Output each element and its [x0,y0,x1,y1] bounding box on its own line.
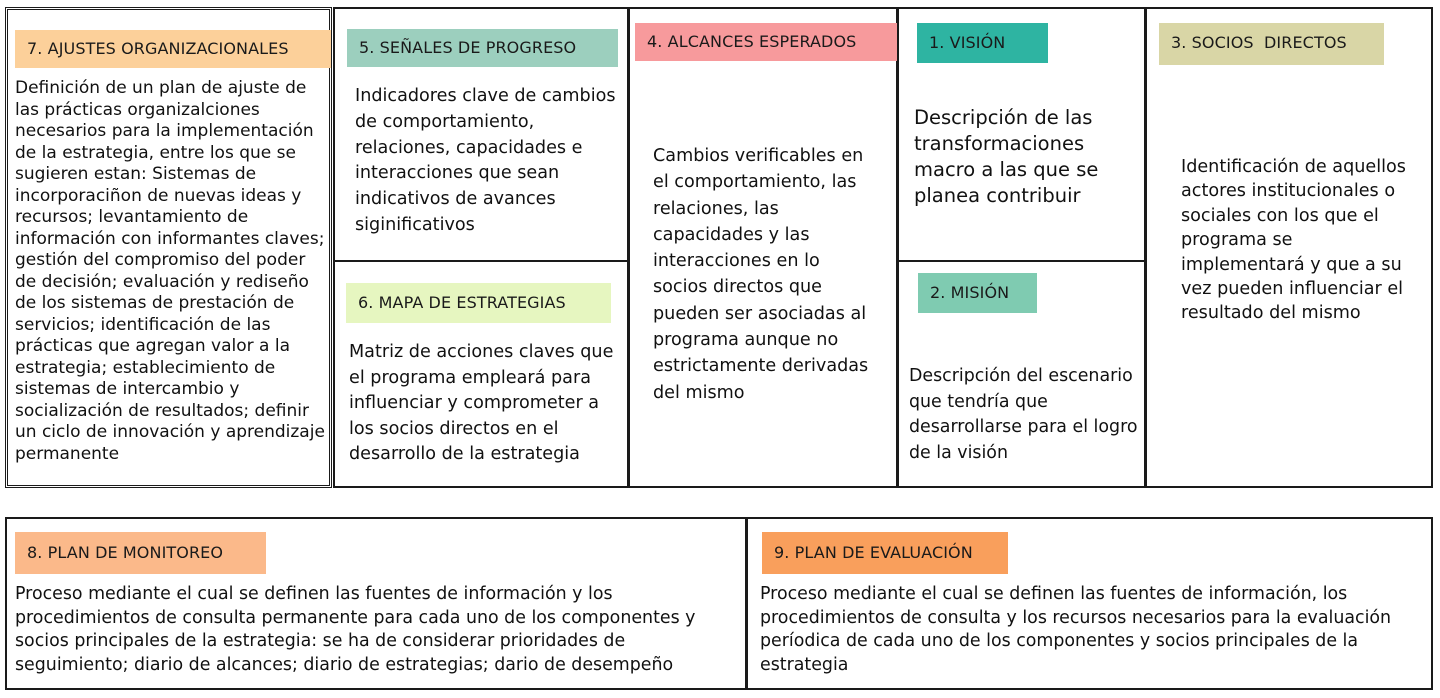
block-title: 7. AJUSTES ORGANIZACIONALES [15,30,331,68]
block-ajustes-organizacionales [5,7,332,488]
block-title: 5. SEÑALES DE PROGRESO [347,29,618,67]
block-title: 3. SOCIOS DIRECTOS [1159,23,1384,65]
block-description: Descripción de las transformaciones macro a las que se planea contribuir [914,106,1099,207]
block-title: 6. MAPA DE ESTRATEGIAS [346,283,611,323]
block-title: 2. MISIÓN [918,273,1037,313]
block-description: Proceso mediante el cual se definen las fuentes de información y los procedimientos de consulta permanente para cada uno de los componentes y socios principales de la estrategia: se ha de considerar prioridades de seguimiento; diario de alcances; diario de estrategias; dario de desempeño [15,584,696,675]
block-plan-de-evaluacion [746,517,1433,690]
block-description: Definición de un plan de ajuste de las prácticas organizalciones necesarios para la implementación de la estrategia, entre los que se sugieren estan: Sistemas de incorporaciñon de nuevas ideas y recursos; levantamiento de información con informantes claves; gestión del compromiso del poder de decisión; evaluación y rediseño de los sistemas de prestación de servicios; identificación de las prácticas que agregan valor a la estrategia; establecimiento de sistemas de intercambio y socialización de resultados; definir un ciclo de innovación y aprendizaje permanente [15,78,325,464]
block-plan-de-monitoreo [5,517,747,690]
block-vision [897,7,1146,262]
block-mapa-de-estrategias [333,260,629,488]
block-description: Descripción del escenario que tendría que desarrollarse para el logro de la visión [909,366,1138,463]
block-senales-de-progreso [333,7,629,262]
block-title: 1. VISIÓN [917,23,1048,63]
block-description: Indicadores clave de cambios de comportamiento, relaciones, capacidades e interacciones que sean indicativos de avances siginificativos [355,86,616,235]
block-title: 4. ALCANCES ESPERADOS [635,23,903,61]
block-title: 8. PLAN DE MONITOREO [15,532,266,574]
block-description: Identificación de aquellos actores institucionales o sociales con los que el programa se implementará y que a su vez pueden influenciar el resultado del mismo [1181,157,1406,324]
block-title: 9. PLAN DE EVALUACIÓN [762,532,1008,574]
block-socios-directos [1145,7,1433,488]
block-description: Matriz de acciones claves que el programa empleará para influenciar y comprometer a los socios directos en el desarrollo de la estrategia [349,342,614,464]
block-description: Cambios verificables en el comportamiento, las relaciones, las capacidades y las interacciones en lo socios directos que pueden ser asociadas al programa aunque no estrictamente derivadas del mismo [653,146,869,403]
block-alcances-esperados [628,7,898,488]
block-description: Proceso mediante el cual se definen las fuentes de información, los procedimientos de consulta y los recursos necesarios para la evaluación períodica de cada uno de los componentes y socios principales de la estrategia [760,584,1392,675]
block-mision [897,260,1146,488]
